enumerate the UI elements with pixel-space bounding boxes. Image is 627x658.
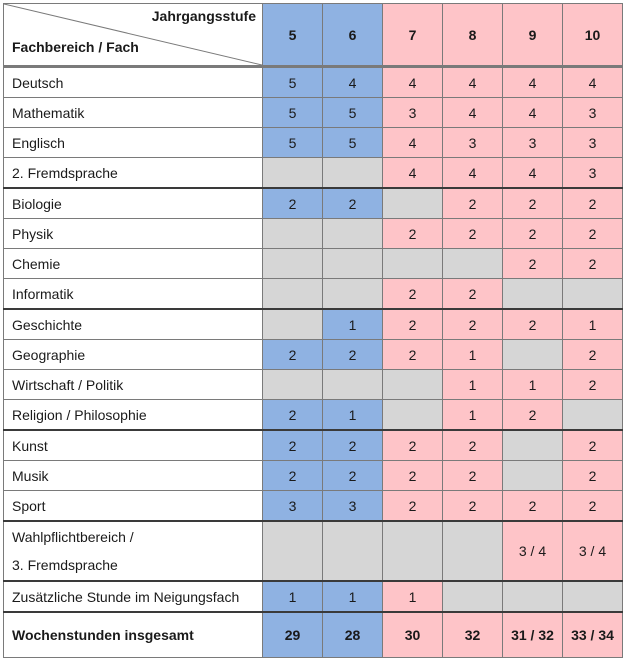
subject-2-fremdsprache: 2. Fremdsprache [4, 158, 263, 189]
empty-cell [383, 249, 443, 279]
empty-cell [383, 400, 443, 431]
cell: 2 [443, 219, 503, 249]
table-row [4, 128, 623, 158]
cell: 3 [503, 128, 563, 158]
empty-cell [263, 370, 323, 400]
grade-7-header: 7 [383, 4, 443, 67]
header-row [4, 4, 623, 67]
cell: 1 [563, 309, 623, 340]
table-row [4, 491, 623, 522]
empty-cell [383, 188, 443, 219]
total-cell: 32 [443, 612, 503, 658]
cell: 2 [323, 461, 383, 491]
table-row [4, 309, 623, 340]
cell: 3 [263, 491, 323, 522]
cell: 2 [383, 219, 443, 249]
empty-cell [443, 521, 503, 581]
table-row [4, 461, 623, 491]
cell: 5 [263, 67, 323, 98]
cell: 1 [503, 370, 563, 400]
table-row [4, 67, 623, 98]
cell: 2 [263, 400, 323, 431]
cell: 1 [383, 581, 443, 612]
cell: 1 [443, 370, 503, 400]
grade-10-header: 10 [563, 4, 623, 67]
empty-cell [263, 249, 323, 279]
cell: 2 [383, 430, 443, 461]
table-row [4, 279, 623, 310]
cell: 4 [383, 158, 443, 189]
cell: 2 [383, 309, 443, 340]
empty-cell [323, 521, 383, 581]
cell: 2 [263, 340, 323, 370]
empty-cell [443, 249, 503, 279]
grade-8-header: 8 [443, 4, 503, 67]
table-row [4, 158, 623, 189]
empty-cell [263, 219, 323, 249]
cell: 4 [503, 98, 563, 128]
cell: 3 [563, 98, 623, 128]
subject-zusaetzliche-stunde: Zusätzliche Stunde im Neigungsfach [4, 581, 263, 612]
empty-cell [323, 158, 383, 189]
cell: 5 [263, 98, 323, 128]
cell: 4 [443, 158, 503, 189]
cell: 2 [443, 309, 503, 340]
total-cell: 28 [323, 612, 383, 658]
subject-geographie: Geographie [4, 340, 263, 370]
subject-wirtschaft-politik: Wirtschaft / Politik [4, 370, 263, 400]
subject-deutsch: Deutsch [4, 67, 263, 98]
cell: 1 [443, 340, 503, 370]
cell: 5 [263, 128, 323, 158]
grade-9-header: 9 [503, 4, 563, 67]
empty-cell [503, 430, 563, 461]
cell: 4 [443, 98, 503, 128]
table-row [4, 188, 623, 219]
empty-cell [563, 581, 623, 612]
cell: 2 [383, 491, 443, 522]
table-row [4, 98, 623, 128]
cell: 2 [323, 188, 383, 219]
cell: 4 [503, 158, 563, 189]
cell: 2 [563, 491, 623, 522]
cell: 1 [323, 309, 383, 340]
corner-header-cell [4, 4, 263, 67]
total-cell: 33 / 34 [563, 612, 623, 658]
subject-label-line1: Wahlpflichtbereich / [12, 529, 134, 545]
subject-sport: Sport [4, 491, 263, 522]
subject-englisch: Englisch [4, 128, 263, 158]
empty-cell [503, 581, 563, 612]
table-row [4, 400, 623, 431]
cell: 2 [503, 309, 563, 340]
subject-header-label: Fachbereich / Fach [12, 39, 139, 55]
table-row [4, 219, 623, 249]
subject-biologie: Biologie [4, 188, 263, 219]
subject-musik: Musik [4, 461, 263, 491]
empty-cell [323, 279, 383, 310]
cell: 2 [443, 430, 503, 461]
empty-cell [383, 370, 443, 400]
table-row [4, 370, 623, 400]
cell: 2 [383, 340, 443, 370]
empty-cell [323, 219, 383, 249]
stundentafel-table [3, 3, 623, 658]
cell: 2 [503, 219, 563, 249]
cell: 5 [323, 98, 383, 128]
empty-cell [323, 370, 383, 400]
cell: 2 [443, 461, 503, 491]
cell: 2 [323, 430, 383, 461]
subject-chemie: Chemie [4, 249, 263, 279]
cell: 1 [323, 400, 383, 431]
cell: 3 / 4 [503, 521, 563, 581]
grade-header-label: Jahrgangsstufe [151, 8, 256, 24]
empty-cell [503, 279, 563, 310]
empty-cell [263, 309, 323, 340]
cell: 4 [383, 128, 443, 158]
empty-cell [443, 581, 503, 612]
subject-label-line2: 3. Fremdsprache [12, 557, 118, 573]
cell: 2 [503, 491, 563, 522]
cell: 1 [323, 581, 383, 612]
table-row [4, 581, 623, 612]
cell: 2 [503, 249, 563, 279]
subject-geschichte: Geschichte [4, 309, 263, 340]
table-row [4, 521, 623, 581]
subject-wahlpflichtbereich [4, 521, 263, 581]
cell: 3 [323, 491, 383, 522]
subject-kunst: Kunst [4, 430, 263, 461]
cell: 2 [383, 279, 443, 310]
table-row [4, 249, 623, 279]
cell: 2 [563, 461, 623, 491]
subject-mathematik: Mathematik [4, 98, 263, 128]
cell: 3 [443, 128, 503, 158]
cell: 2 [443, 491, 503, 522]
subject-religion-philosophie: Religion / Philosophie [4, 400, 263, 431]
cell: 2 [443, 279, 503, 310]
empty-cell [383, 521, 443, 581]
subject-informatik: Informatik [4, 279, 263, 310]
table-row [4, 340, 623, 370]
cell: 1 [263, 581, 323, 612]
total-row [4, 612, 623, 658]
cell: 2 [503, 400, 563, 431]
cell: 2 [443, 188, 503, 219]
cell: 3 [383, 98, 443, 128]
cell: 2 [383, 461, 443, 491]
empty-cell [563, 279, 623, 310]
cell: 2 [563, 340, 623, 370]
cell: 4 [563, 67, 623, 98]
cell: 2 [563, 370, 623, 400]
cell: 3 [563, 158, 623, 189]
cell: 5 [323, 128, 383, 158]
cell: 4 [503, 67, 563, 98]
empty-cell [563, 400, 623, 431]
empty-cell [263, 521, 323, 581]
cell: 2 [263, 188, 323, 219]
grade-6-header: 6 [323, 4, 383, 67]
cell: 1 [443, 400, 503, 431]
cell: 2 [323, 340, 383, 370]
grade-5-header: 5 [263, 4, 323, 67]
cell: 2 [563, 188, 623, 219]
cell: 2 [263, 430, 323, 461]
cell: 2 [563, 249, 623, 279]
cell: 3 / 4 [563, 521, 623, 581]
empty-cell [263, 279, 323, 310]
cell: 2 [503, 188, 563, 219]
cell: 2 [563, 219, 623, 249]
cell: 4 [383, 67, 443, 98]
cell: 4 [323, 67, 383, 98]
cell: 2 [563, 430, 623, 461]
empty-cell [503, 340, 563, 370]
empty-cell [263, 158, 323, 189]
total-cell: 29 [263, 612, 323, 658]
table-row [4, 430, 623, 461]
cell: 4 [443, 67, 503, 98]
total-label: Wochenstunden insgesamt [4, 612, 263, 658]
empty-cell [503, 461, 563, 491]
empty-cell [323, 249, 383, 279]
cell: 2 [263, 461, 323, 491]
cell: 3 [563, 128, 623, 158]
total-cell: 30 [383, 612, 443, 658]
total-cell: 31 / 32 [503, 612, 563, 658]
subject-physik: Physik [4, 219, 263, 249]
